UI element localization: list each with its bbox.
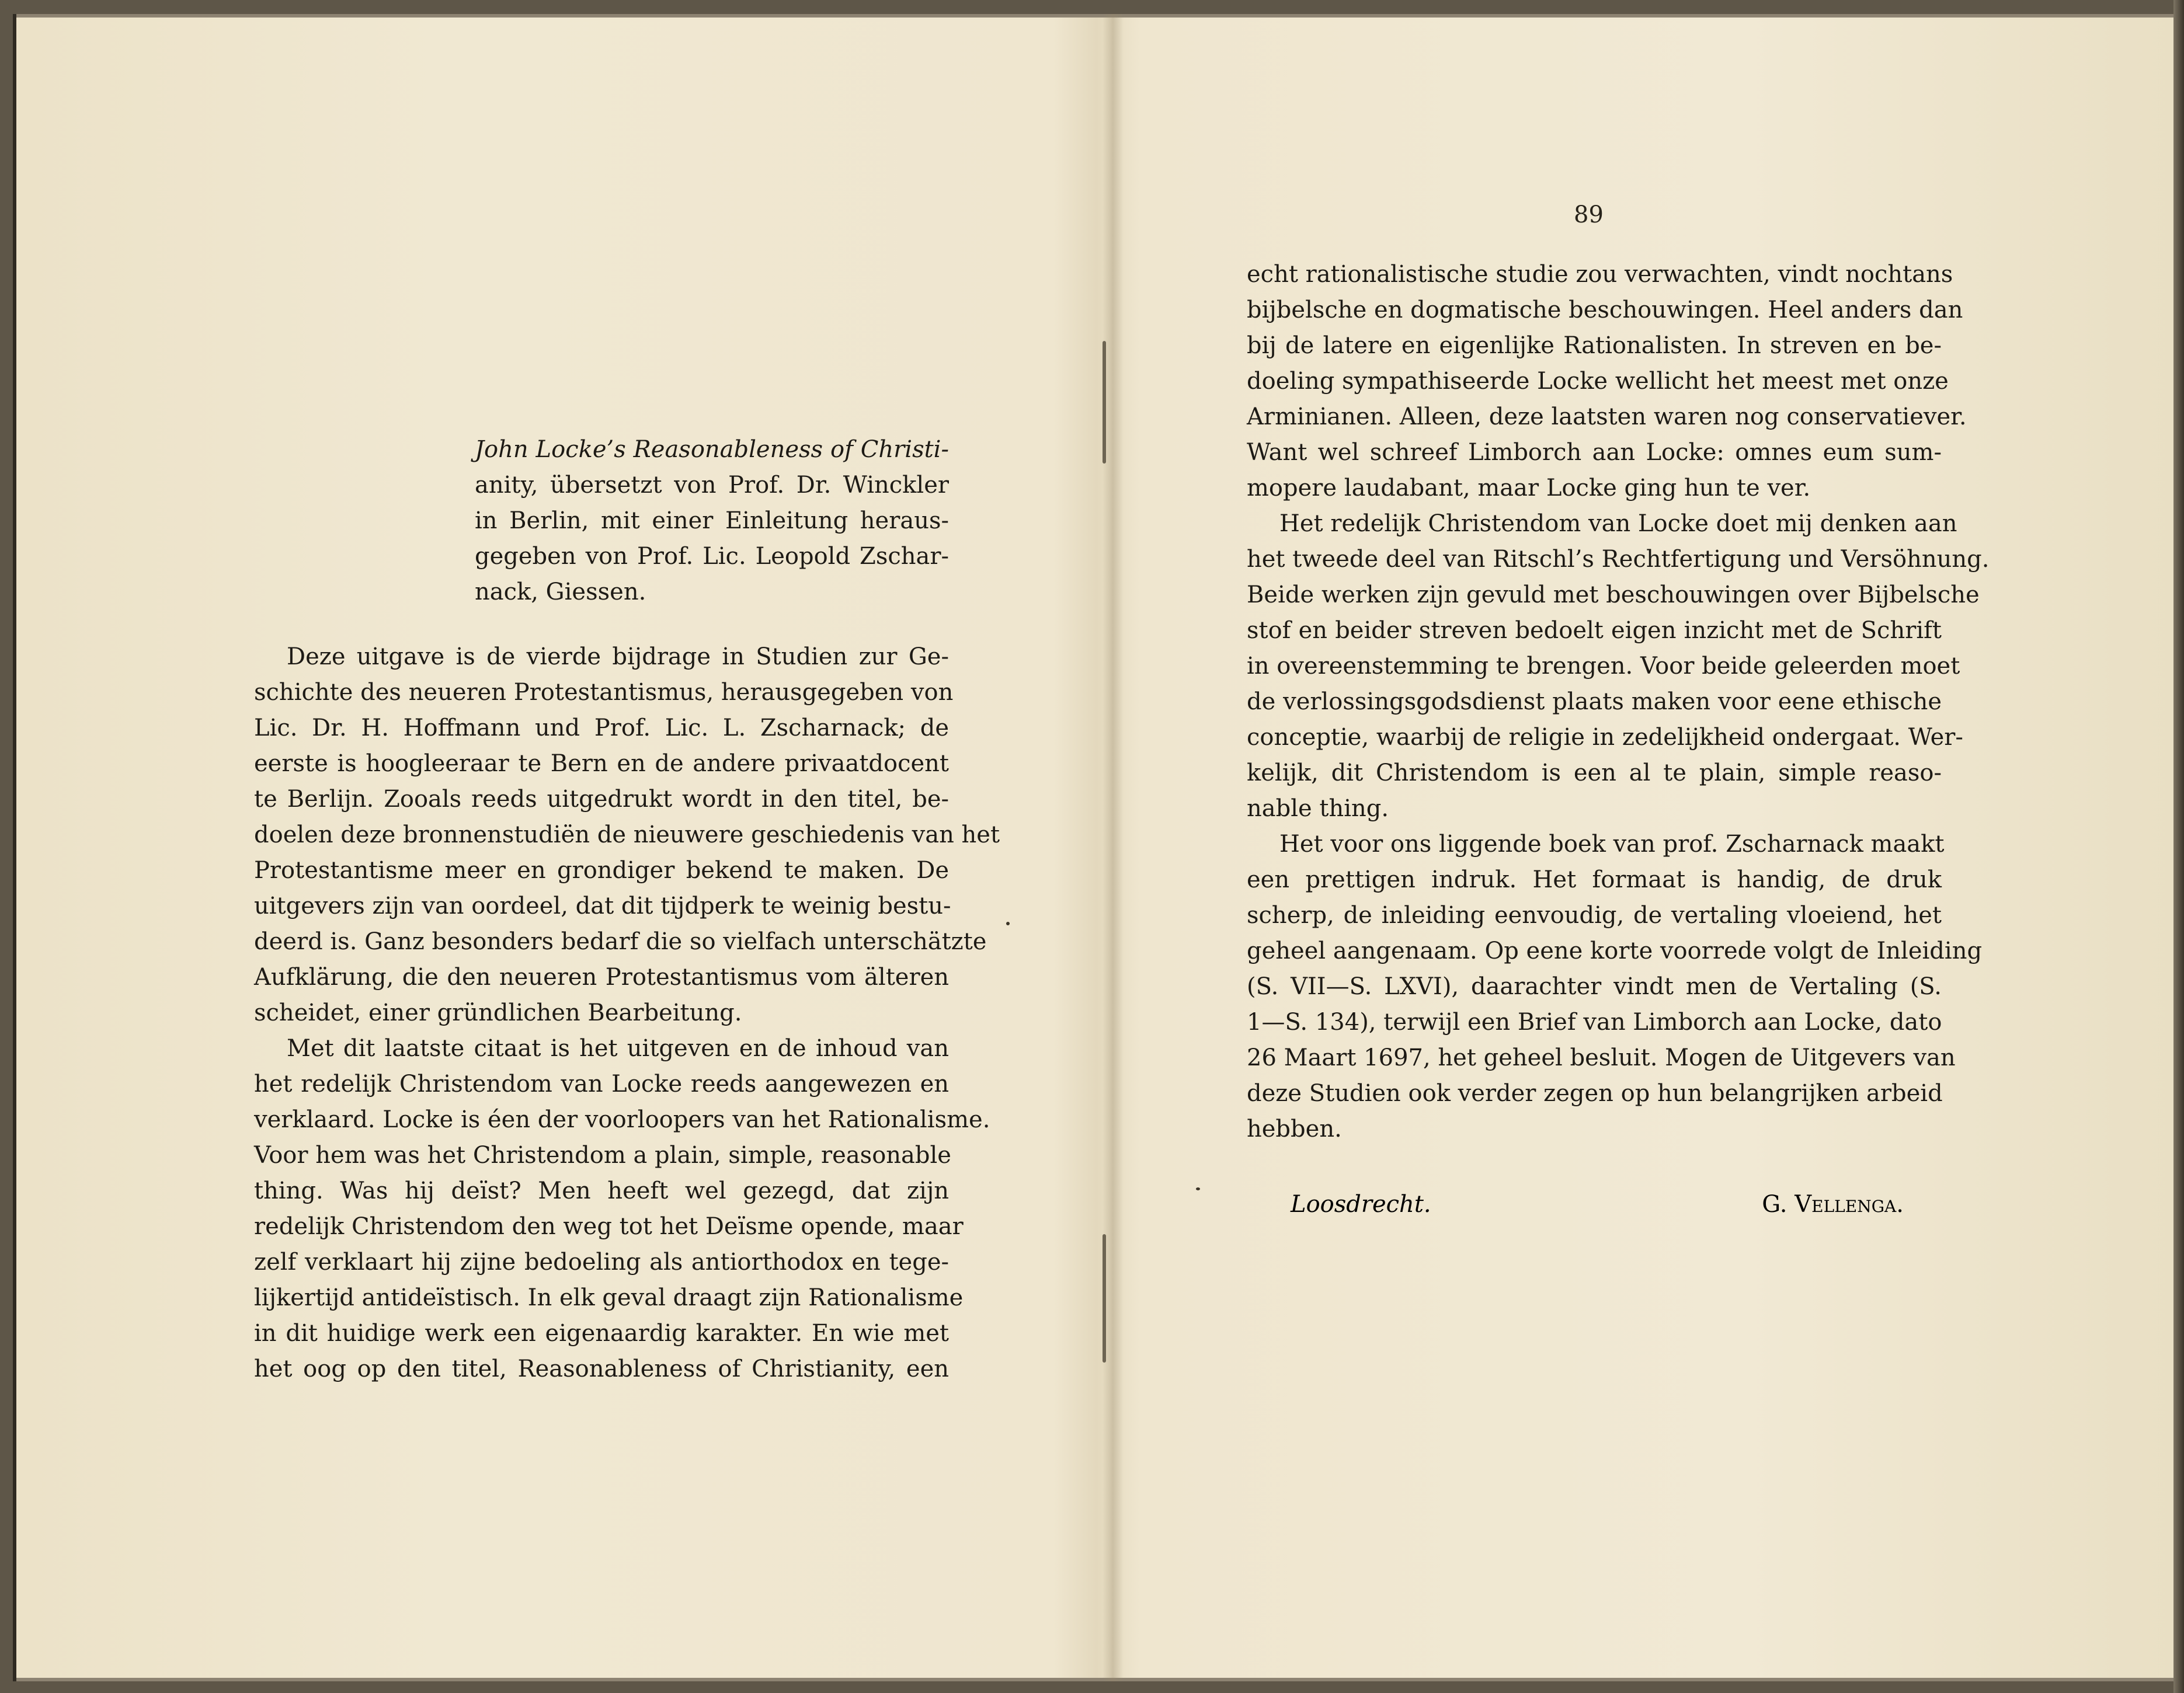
text-line: Want wel schreef Limborch aan Locke: omnes eum sum-	[1247, 439, 1942, 466]
page-edge	[2173, 0, 2184, 1693]
text-line: conceptie, waarbij de religie in zedelijkheid ondergaat. Wer-	[1247, 724, 1963, 751]
text-line: een prettigen indruk. Het formaat is handig, de druk	[1247, 866, 1942, 893]
text-line: doelen deze bronnenstudiën de nieuwere geschiedenis van het	[254, 821, 1000, 848]
text-line: in dit huidige werk een eigenaardig karakter. En wie met	[254, 1320, 949, 1347]
text-line: zelf verklaart hij zijne bedoeling als antiorthodox en tege-	[254, 1249, 949, 1276]
text-line: Deze uitgave is de vierde bijdrage in Studien zur Ge-	[287, 643, 949, 670]
text-line: echt rationalistische studie zou verwachten, vindt nochtans	[1247, 261, 1953, 288]
text-line: scherp, de inleiding eenvoudig, de vertaling vloeiend, het	[1247, 902, 1942, 929]
review-heading	[475, 432, 949, 610]
heading-line: nack, Giessen.	[475, 579, 646, 605]
text-line: redelijk Christendom den weg tot het Deïsme opende, maar	[254, 1213, 964, 1240]
text-line: eerste is hoogleeraar te Bern en de andere privaatdocent	[254, 750, 949, 777]
text-line: Voor hem was het Christendom a plain, simple, reasonable	[254, 1142, 951, 1169]
text-line: het redelijk Christendom van Locke reeds aangewezen en	[254, 1071, 949, 1098]
text-line: Lic. Dr. H. Hoffmann und Prof. Lic. L. Zscharnack; de	[254, 715, 949, 741]
review-signature	[1291, 1191, 1904, 1218]
paper-speck	[1196, 1187, 1200, 1190]
text-line: doeling sympathiseerde Locke wellicht het meest met onze	[1247, 368, 1949, 395]
paragraph	[254, 639, 1000, 1031]
heading-line: gegeben von Prof. Lic. Leopold Zschar-	[475, 543, 949, 570]
text-line: 1—S. 134), terwijl een Brief van Limborch aan Locke, dato	[1247, 1009, 1942, 1036]
right-page	[1247, 257, 1990, 1147]
left-page	[254, 432, 1000, 1387]
paragraph	[1247, 506, 1990, 827]
text-line: verklaard. Locke is éen der voorloopers van het Rationalisme.	[254, 1106, 990, 1133]
binding-stitch	[1103, 1234, 1106, 1363]
text-line: thing. Was hij deïst? Men heeft wel gezegd, dat zijn	[254, 1178, 949, 1204]
paper-speck	[1006, 922, 1010, 925]
heading-line: John Locke’s Reasonableness of Christi-	[475, 436, 949, 463]
paragraph	[1247, 827, 1983, 1147]
text-line: nable thing.	[1247, 795, 1389, 822]
text-line: geheel aangenaam. Op eene korte voorrede volgt de Inleiding	[1247, 938, 1983, 964]
text-line: Met dit laatste citaat is het uitgeven en de inhoud van	[287, 1035, 949, 1062]
paragraph	[254, 1031, 990, 1387]
text-line: kelijk, dit Christendom is een al te plain, simple reaso-	[1247, 760, 1942, 786]
text-line: Beide werken zijn gevuld met beschouwingen over Bijbelsche	[1247, 581, 1980, 608]
text-line: scheidet, einer gründlichen Bearbeitung.	[254, 999, 742, 1026]
text-line: te Berlijn. Zooals reeds uitgedrukt wordt in den titel, be-	[254, 786, 949, 813]
text-line: bijbelsche en dogmatische beschouwingen. Heel anders dan	[1247, 297, 1963, 323]
text-line: lijkertijd antideïstisch. In elk geval draagt zijn Rationalisme	[254, 1284, 964, 1311]
text-line: het tweede deel van Ritschl’s Rechtfertigung und Versöhnung.	[1247, 546, 1990, 573]
text-line: deze Studien ook verder zegen op hun belangrijken arbeid	[1247, 1080, 1943, 1107]
text-line: mopere laudabant, maar Locke ging hun te ver.	[1247, 475, 1811, 501]
page-number: 89	[1574, 201, 1604, 228]
text-line: deerd is. Ganz besonders bedarf die so vielfach unterschätzte	[254, 928, 987, 955]
text-line: 26 Maart 1697, het geheel besluit. Mogen de Uitgevers van	[1247, 1044, 1956, 1071]
text-line: Het redelijk Christendom van Locke doet mij denken aan	[1279, 510, 1957, 537]
text-line: stof en beider streven bedoelt eigen inzicht met de Schrift	[1247, 617, 1942, 644]
text-line: in overeenstemming te brengen. Voor beide geleerden moet	[1247, 653, 1960, 680]
text-line: uitgevers zijn van oordeel, dat dit tijdperk te weinig bestu-	[254, 893, 951, 919]
binding-stitch	[1103, 341, 1106, 464]
text-line: hebben.	[1247, 1116, 1342, 1142]
text-line: de verlossingsgodsdienst plaats maken voor eene ethische	[1247, 688, 1942, 715]
text-line: Protestantisme meer en grondiger bekend te maken. De	[254, 857, 949, 884]
text-line: Arminianen. Alleen, deze laatsten waren nog conservatiever.	[1247, 403, 1967, 430]
paragraph	[1247, 257, 1967, 506]
text-line: schichte des neueren Protestantismus, herausgegeben von	[254, 679, 954, 706]
text-line: het oog op den titel, Reasonableness of Christianity, een	[254, 1356, 949, 1382]
heading-line: in Berlin, mit einer Einleitung heraus-	[475, 507, 949, 534]
text-line: Het voor ons liggende boek van prof. Zscharnack maakt	[1279, 831, 1945, 858]
text-line: (S. VII—S. LXVI), daarachter vindt men de Vertaling (S.	[1247, 973, 1942, 1000]
text-line: Aufklärung, die den neueren Protestantismus vom älteren	[254, 964, 949, 991]
signature-place: Loosdrecht.	[1291, 1191, 1431, 1218]
book-gutter	[1103, 14, 1124, 1681]
signature-author: G. Vellenga.	[1762, 1191, 1904, 1218]
text-line: bij de latere en eigenlijke Rationalisten. In streven en be-	[1247, 332, 1942, 359]
heading-line: anity, übersetzt von Prof. Dr. Winckler	[475, 472, 949, 499]
